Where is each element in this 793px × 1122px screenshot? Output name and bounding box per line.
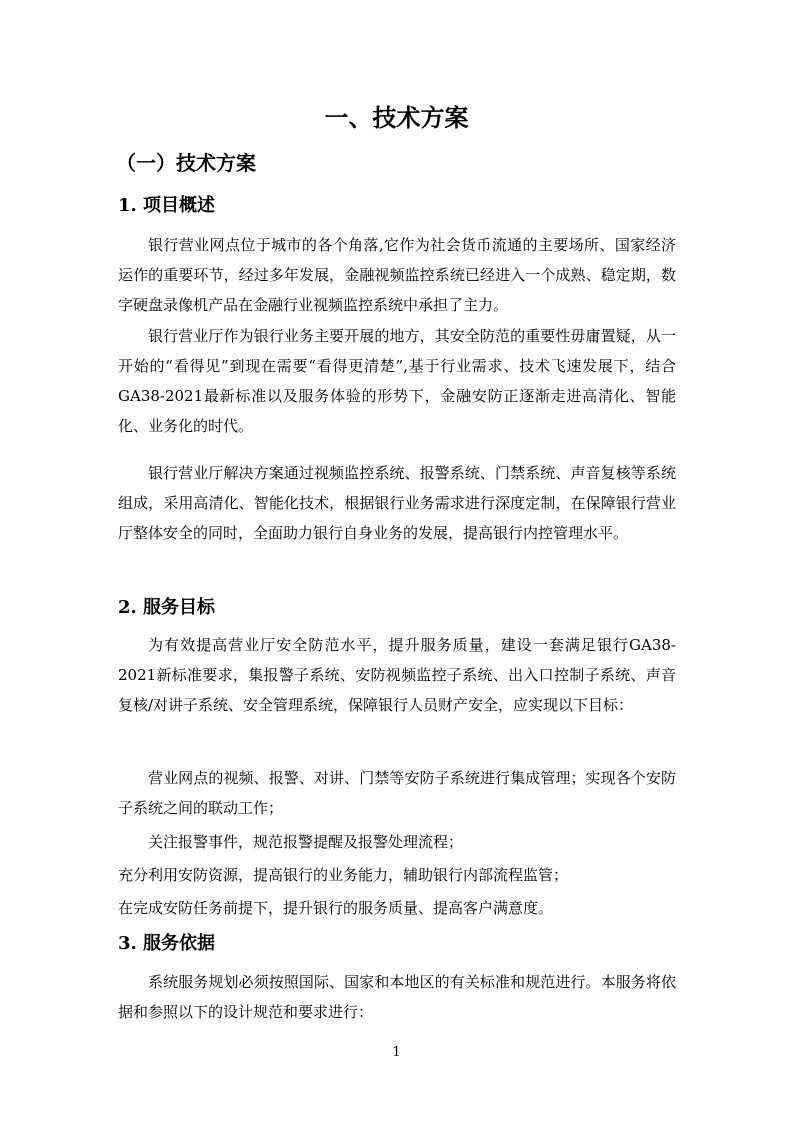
paragraph: 银行营业厅作为银行业务主要开展的地方，其安全防范的重要性毋庸置疑，从一开始的“看得见”到现在需要“看得更清楚”,基于行业需求、技术飞速发展下，结合GA38-2021最新标准以及服务体验的形势下，金融安防正逐渐走进高清化、智能化、业务化的时代。 <box>118 327 676 435</box>
document-title: 一、技术方案 <box>324 103 469 132</box>
section-heading-project-overview: 1. 项目概述 <box>118 195 216 216</box>
paragraph: 充分利用安防资源，提高银行的业务能力，辅助银行内部流程监管； <box>118 866 569 884</box>
paragraph: 银行营业厅解决方案通过视频监控系统、报警系统、门禁系统、声音复核等系统组成，采用高清化、智能化技术，根据银行业务需求进行深度定制，在保障银行营业厅整体安全的同时，全面助力银行自身业务的发展，提高银行内控管理水平。 <box>118 464 676 542</box>
paragraph: 营业网点的视频、报警、对讲、门禁等安防子系统进行集成管理；实现各个安防子系统之间的联动工作； <box>118 769 676 817</box>
section-heading-service-basis: 3. 服务依据 <box>118 933 216 954</box>
paragraph: 系统服务规划必须按照国际、国家和本地区的有关标准和规范进行。本服务将依据和参照以下的设计规范和要求进行： <box>118 973 676 1021</box>
paragraph: 银行营业网点位于城市的各个角落,它作为社会货币流通的主要场所、国家经济运作的重要环节，经过多年发展，金融视频监控系统已经进入一个成熟、稳定期，数字硬盘录像机产品在金融行业视频监控系统中承担了主力。 <box>118 236 676 314</box>
page-number: 1 <box>392 1045 401 1060</box>
paragraph: 为有效提高营业厅安全防范水平，提升服务质量，建设一套满足银行GA38-2021新标准要求，集报警子系统、安防视频监控子系统、出入口控制子系统、声音复核/对讲子系统、安全管理系统，保障银行人员财产安全，应实现以下目标： <box>118 636 676 714</box>
section-subtitle: （一）技术方案 <box>116 151 256 175</box>
paragraph: 在完成安防任务前提下，提升银行的服务质量、提高客户满意度。 <box>118 899 554 917</box>
paragraph: 关注报警事件，规范报警提醒及报警处理流程； <box>148 833 464 851</box>
section-heading-service-goals: 2. 服务目标 <box>118 597 216 618</box>
